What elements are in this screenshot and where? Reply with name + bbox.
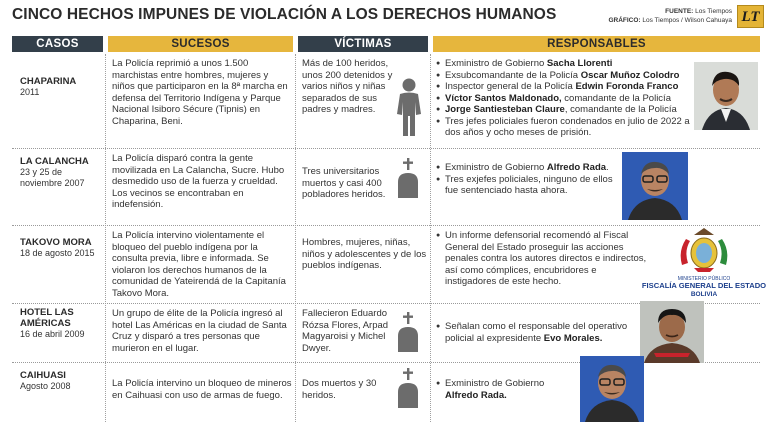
responsable-item: ● Tres exjefes policiales, ninguno de ellos fue sentenciado hasta ahora. <box>436 174 628 197</box>
suceso-text: Un grupo de élite de la Policía ingresó al hotel Las Américas en la ciudad de Santa Cruz y disparó a tres personas que murieron en el lugar. <box>112 308 287 354</box>
seal-line1: MINISTERIO PÚBLICO <box>677 276 731 282</box>
caso-name: CAIHUASI <box>20 370 66 381</box>
responsable-item: ● Víctor Santos Maldonado, comandante de la Policía <box>436 93 698 105</box>
row-divider <box>12 225 760 226</box>
caso-date: 18 de agosto 2015 <box>20 248 95 258</box>
tombstone-icon <box>396 158 420 198</box>
responsable-item: ● Inspector general de la Policía Edwin Foronda Franco <box>436 81 698 93</box>
portrait-photo <box>640 301 704 363</box>
responsables-list <box>436 321 636 344</box>
fuente-label: FUENTE: <box>665 8 694 15</box>
caso-date: 16 de abril 2009 <box>20 329 85 339</box>
caso-name: HOTEL LAS AMÉRICAS <box>20 307 74 329</box>
suceso-text: La Policía reprimió a unos 1.500 marchistas entre hombres, mujeres y niños que participaron en la 8ª marcha en defensa del Territorio Indígena y Parque Nacional Isiboro Sécure (Tipnis) en Chaparina, Beni. <box>112 58 288 127</box>
fiscalia-seal-icon <box>641 225 767 303</box>
tombstone-icon <box>396 312 420 352</box>
responsable-item: ● Jorge Santiesteban Claure, comandante de la Policía <box>436 104 698 116</box>
responsable-item: ● Tres jefes policiales fueron condenados en julio de 2022 a dos años y ocho meses de prisión. <box>436 116 698 139</box>
suceso-text: La Policía intervino un bloqueo de mineros en Caihuasi con uso de armas de fuego. <box>112 378 292 401</box>
caso-cell <box>20 76 76 98</box>
table-row <box>12 56 760 148</box>
responsables-list <box>436 378 586 401</box>
seal-line2: FISCALÍA GENERAL DEL ESTADO <box>641 281 767 290</box>
header-responsables: RESPONSABLES <box>433 36 760 52</box>
responsable-item: ● Exministro de Gobierno Alfredo Rada. <box>436 162 628 174</box>
victimas-text: Dos muertos y 30 heridos. <box>302 378 377 401</box>
suceso-text: La Policía intervino violentamente el bloqueo del pueblo indígena por la consulta previa, libre e informada. Se violaron los derechos humanos de la comunidad de Yateirendá de la Capitanía Takovo Mora. <box>112 230 286 299</box>
responsables-list <box>436 162 628 197</box>
tombstone-icon <box>396 368 420 408</box>
caso-cell <box>20 307 104 340</box>
caso-cell <box>20 237 104 259</box>
header-sucesos: SUCESOS <box>108 36 293 52</box>
responsable-item: ● Exsubcomandante de la Policía Oscar Muñoz Colodro <box>436 70 698 82</box>
caso-date: 23 y 25 de noviembre 2007 <box>20 167 85 188</box>
victimas-text: Tres universitarios muertos y casi 400 pobladores heridos. <box>302 166 386 200</box>
portrait-photo <box>694 62 758 130</box>
person-icon <box>396 78 422 138</box>
responsables-list <box>436 230 650 288</box>
fuente-value: Los Tiempos <box>695 8 732 15</box>
credits <box>608 7 732 25</box>
table-row <box>12 364 760 422</box>
responsable-item: ● Exministro de Gobierno Alfredo Rada. <box>436 378 586 401</box>
seal-line3: BOLIVIA <box>690 291 718 298</box>
victimas-text: Más de 100 heridos, unos 200 detenidos y varios niños y niñas separados de sus padres y madres. <box>302 58 393 115</box>
responsable-item: ● Un informe defensorial recomendó al Fiscal General del Estado proseguir las acciones penales contra los autores directos e indirectos, así como cómplices, encubridores e instigadores de este hecho. <box>436 230 650 288</box>
suceso-text: La Policía disparó contra la gente movilizada en La Calancha, Sucre. Hubo desmedido uso de la fuerza y crueldad. Los vecinos se encontraban en indefensión. <box>112 153 285 210</box>
caso-cell <box>20 156 104 189</box>
portrait-photo <box>580 356 644 422</box>
table-row <box>12 305 760 362</box>
page-title: CINCO HECHOS IMPUNES DE VIOLACIÓN A LOS DERECHOS HUMANOS <box>12 6 557 23</box>
caso-cell <box>20 370 71 392</box>
responsable-item: ● Exministro de Gobierno Sacha Llorenti <box>436 58 698 70</box>
caso-name: LA CALANCHA <box>20 156 89 167</box>
header-casos: CASOS <box>12 36 103 52</box>
victimas-text: Hombres, mujeres, niñas, niños y adolescentes y de los pueblos indígenas. <box>302 237 427 271</box>
portrait-photo <box>622 152 688 220</box>
caso-name: TAKOVO MORA <box>20 237 92 248</box>
table-row <box>12 227 767 303</box>
grafico-label: GRÁFICO: <box>608 17 641 24</box>
caso-name: CHAPARINA <box>20 76 77 87</box>
header-victimas: VÍCTIMAS <box>298 36 428 52</box>
responsable-item: ● Señalan como el responsable del operativo policial al expresidente Evo Morales. <box>436 321 636 344</box>
caso-date: 2011 <box>20 87 40 97</box>
caso-date: Agosto 2008 <box>20 381 71 391</box>
table-row <box>12 150 760 225</box>
row-divider <box>12 148 760 149</box>
newspaper-logo: LT <box>737 5 764 28</box>
responsables-list <box>436 58 698 139</box>
victimas-text: Fallecieron Eduardo Rózsa Flores, Arpad Magyaroisi y Michel Dwyer. <box>302 308 389 354</box>
grafico-value: Los Tiempos / Wilson Cahuaya <box>642 17 732 24</box>
